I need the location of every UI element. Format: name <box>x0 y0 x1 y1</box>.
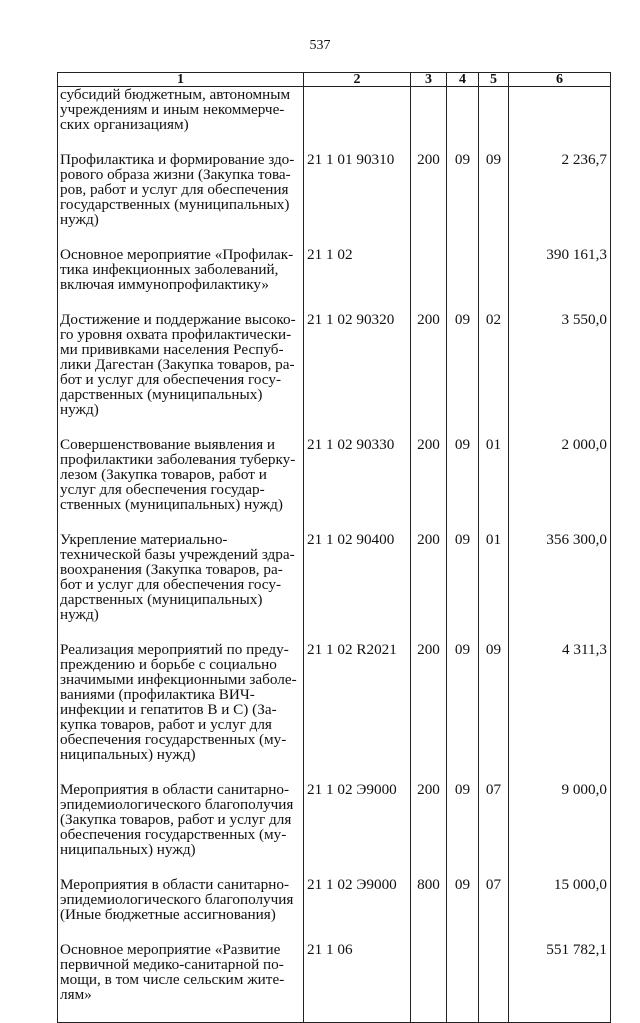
spacer-cell <box>58 762 304 782</box>
spacer-cell <box>509 512 611 532</box>
row-amount: 15 000,0 <box>509 877 611 922</box>
row-subsection: 02 <box>479 312 509 417</box>
table-row <box>58 942 611 1002</box>
row-expense-type: 800 <box>411 877 447 922</box>
spacer-cell <box>509 922 611 942</box>
spacer-cell <box>509 132 611 152</box>
spacer-cell <box>411 227 447 247</box>
spacer-cell <box>304 227 411 247</box>
row-name: Основное мероприятие «Развитие первичной медико-санитарной по-мощи, в том числе сельским жите-лям» <box>58 942 304 1002</box>
row-name: Достижение и поддержание высоко-го уровня охвата профилактически-ми прививками населения Респуб-лики Дагестан (Закупка товаров, ра-бот и услуг для обеспечения госу-дарственных (муниципальных) нужд) <box>58 312 304 417</box>
row-code: 21 1 02 R2021 <box>304 642 411 762</box>
header-col-4: 4 <box>447 73 479 87</box>
spacer-cell <box>411 762 447 782</box>
spacer-cell <box>447 762 479 782</box>
spacer-cell <box>479 1002 509 1023</box>
spacer-cell <box>304 132 411 152</box>
spacer-cell <box>447 417 479 437</box>
table-row <box>58 532 611 622</box>
row-spacer <box>58 227 611 247</box>
row-section <box>447 87 479 133</box>
spacer-cell <box>447 857 479 877</box>
budget-table <box>57 72 611 1023</box>
table-row <box>58 152 611 227</box>
spacer-cell <box>304 762 411 782</box>
row-section: 09 <box>447 877 479 922</box>
row-section: 09 <box>447 782 479 857</box>
row-expense-type <box>411 87 447 133</box>
row-section <box>447 942 479 1002</box>
row-subsection: 09 <box>479 152 509 227</box>
row-spacer <box>58 512 611 532</box>
spacer-cell <box>411 132 447 152</box>
header-col-5: 5 <box>479 73 509 87</box>
row-spacer <box>58 1002 611 1023</box>
spacer-cell <box>447 1002 479 1023</box>
row-expense-type: 200 <box>411 312 447 417</box>
spacer-cell <box>509 857 611 877</box>
spacer-cell <box>304 1002 411 1023</box>
row-code: 21 1 02 <box>304 247 411 292</box>
spacer-cell <box>58 512 304 532</box>
table-row <box>58 642 611 762</box>
spacer-cell <box>304 512 411 532</box>
spacer-cell <box>509 417 611 437</box>
table-row <box>58 782 611 857</box>
row-subsection <box>479 247 509 292</box>
spacer-cell <box>447 622 479 642</box>
row-name: Мероприятия в области санитарно-эпидемиологического благополучия (Закупка товаров, работ и услуг для обеспечения государственных (му-ниципальных) нужд) <box>58 782 304 857</box>
row-expense-type: 200 <box>411 437 447 512</box>
table-row <box>58 87 611 133</box>
table-body <box>58 87 611 1023</box>
row-name: Основное мероприятие «Профилак-тика инфекционных заболеваний, включая иммунопрофилактику» <box>58 247 304 292</box>
row-amount: 390 161,3 <box>509 247 611 292</box>
spacer-cell <box>411 622 447 642</box>
row-name: Реализация мероприятий по преду-преждению и борьбе с социально значимыми инфекционными заболе-ваниями (профилактика ВИЧ-инфекции и гепатитов В и С) (За-купка товаров, работ и услуг для обеспечения государственных (му-ниципальных) нужд) <box>58 642 304 762</box>
row-expense-type: 200 <box>411 152 447 227</box>
spacer-cell <box>304 857 411 877</box>
table-row <box>58 312 611 417</box>
row-code: 21 1 06 <box>304 942 411 1002</box>
spacer-cell <box>58 1002 304 1023</box>
row-amount: 4 311,3 <box>509 642 611 762</box>
row-expense-type: 200 <box>411 532 447 622</box>
row-amount <box>509 87 611 133</box>
spacer-cell <box>58 922 304 942</box>
header-row <box>58 73 611 87</box>
spacer-cell <box>411 857 447 877</box>
row-subsection <box>479 942 509 1002</box>
table-row <box>58 437 611 512</box>
table-row <box>58 247 611 292</box>
row-spacer <box>58 922 611 942</box>
spacer-cell <box>479 292 509 312</box>
row-spacer <box>58 762 611 782</box>
row-code: 21 1 02 Э9000 <box>304 782 411 857</box>
row-name: Профилактика и формирование здо-рового образа жизни (Закупка това-ров, работ и услуг для обеспечения государственных (муниципальных) нужд) <box>58 152 304 227</box>
spacer-cell <box>509 292 611 312</box>
row-spacer <box>58 417 611 437</box>
row-subsection: 01 <box>479 437 509 512</box>
row-code: 21 1 01 90310 <box>304 152 411 227</box>
spacer-cell <box>58 227 304 247</box>
header-col-3: 3 <box>411 73 447 87</box>
row-spacer <box>58 622 611 642</box>
spacer-cell <box>58 132 304 152</box>
row-name: Мероприятия в области санитарно-эпидемиологического благополучия (Иные бюджетные ассигнования) <box>58 877 304 922</box>
row-code: 21 1 02 90400 <box>304 532 411 622</box>
row-amount: 3 550,0 <box>509 312 611 417</box>
row-spacer <box>58 857 611 877</box>
spacer-cell <box>479 417 509 437</box>
spacer-cell <box>479 622 509 642</box>
row-subsection <box>479 87 509 133</box>
spacer-cell <box>58 292 304 312</box>
row-spacer <box>58 132 611 152</box>
row-expense-type <box>411 247 447 292</box>
spacer-cell <box>479 857 509 877</box>
row-name: Совершенствование выявления и профилактики заболевания туберку-лезом (Закупка товаров, работ и услуг для обеспечения государ-ственных (муниципальных) нужд) <box>58 437 304 512</box>
spacer-cell <box>479 762 509 782</box>
row-amount: 2 236,7 <box>509 152 611 227</box>
row-code: 21 1 02 90320 <box>304 312 411 417</box>
row-section: 09 <box>447 532 479 622</box>
row-expense-type: 200 <box>411 782 447 857</box>
row-amount: 9 000,0 <box>509 782 611 857</box>
row-expense-type <box>411 942 447 1002</box>
row-subsection: 09 <box>479 642 509 762</box>
spacer-cell <box>509 762 611 782</box>
row-section: 09 <box>447 312 479 417</box>
spacer-cell <box>479 512 509 532</box>
spacer-cell <box>479 922 509 942</box>
spacer-cell <box>447 292 479 312</box>
row-subsection: 07 <box>479 877 509 922</box>
spacer-cell <box>447 132 479 152</box>
spacer-cell <box>58 857 304 877</box>
spacer-cell <box>58 417 304 437</box>
spacer-cell <box>479 132 509 152</box>
spacer-cell <box>411 1002 447 1023</box>
header-col-2: 2 <box>304 73 411 87</box>
spacer-cell <box>509 227 611 247</box>
spacer-cell <box>509 622 611 642</box>
spacer-cell <box>509 1002 611 1023</box>
row-code: 21 1 02 90330 <box>304 437 411 512</box>
row-code <box>304 87 411 133</box>
spacer-cell <box>447 227 479 247</box>
spacer-cell <box>479 227 509 247</box>
row-subsection: 01 <box>479 532 509 622</box>
row-subsection: 07 <box>479 782 509 857</box>
spacer-cell <box>411 292 447 312</box>
spacer-cell <box>447 512 479 532</box>
row-section: 09 <box>447 152 479 227</box>
page-number: 537 <box>309 38 331 53</box>
header-col-1: 1 <box>58 73 304 87</box>
row-amount: 551 782,1 <box>509 942 611 1002</box>
spacer-cell <box>58 622 304 642</box>
spacer-cell <box>411 512 447 532</box>
table-row <box>58 877 611 922</box>
row-spacer <box>58 292 611 312</box>
spacer-cell <box>304 922 411 942</box>
spacer-cell <box>411 922 447 942</box>
row-section: 09 <box>447 642 479 762</box>
row-section <box>447 247 479 292</box>
row-amount: 2 000,0 <box>509 437 611 512</box>
row-section: 09 <box>447 437 479 512</box>
row-name: субсидий бюджетным, автономным учреждениям и иным некоммерче-ских организациям) <box>58 87 304 133</box>
spacer-cell <box>447 922 479 942</box>
spacer-cell <box>304 292 411 312</box>
row-code: 21 1 02 Э9000 <box>304 877 411 922</box>
spacer-cell <box>411 417 447 437</box>
spacer-cell <box>304 622 411 642</box>
row-expense-type: 200 <box>411 642 447 762</box>
header-col-6: 6 <box>509 73 611 87</box>
row-name: Укрепление материально-технической базы учреждений здра-воохранения (Закупка товаров, ра-бот и услуг для обеспечения госу-дарственных (муниципальных) нужд) <box>58 532 304 622</box>
spacer-cell <box>304 417 411 437</box>
row-amount: 356 300,0 <box>509 532 611 622</box>
